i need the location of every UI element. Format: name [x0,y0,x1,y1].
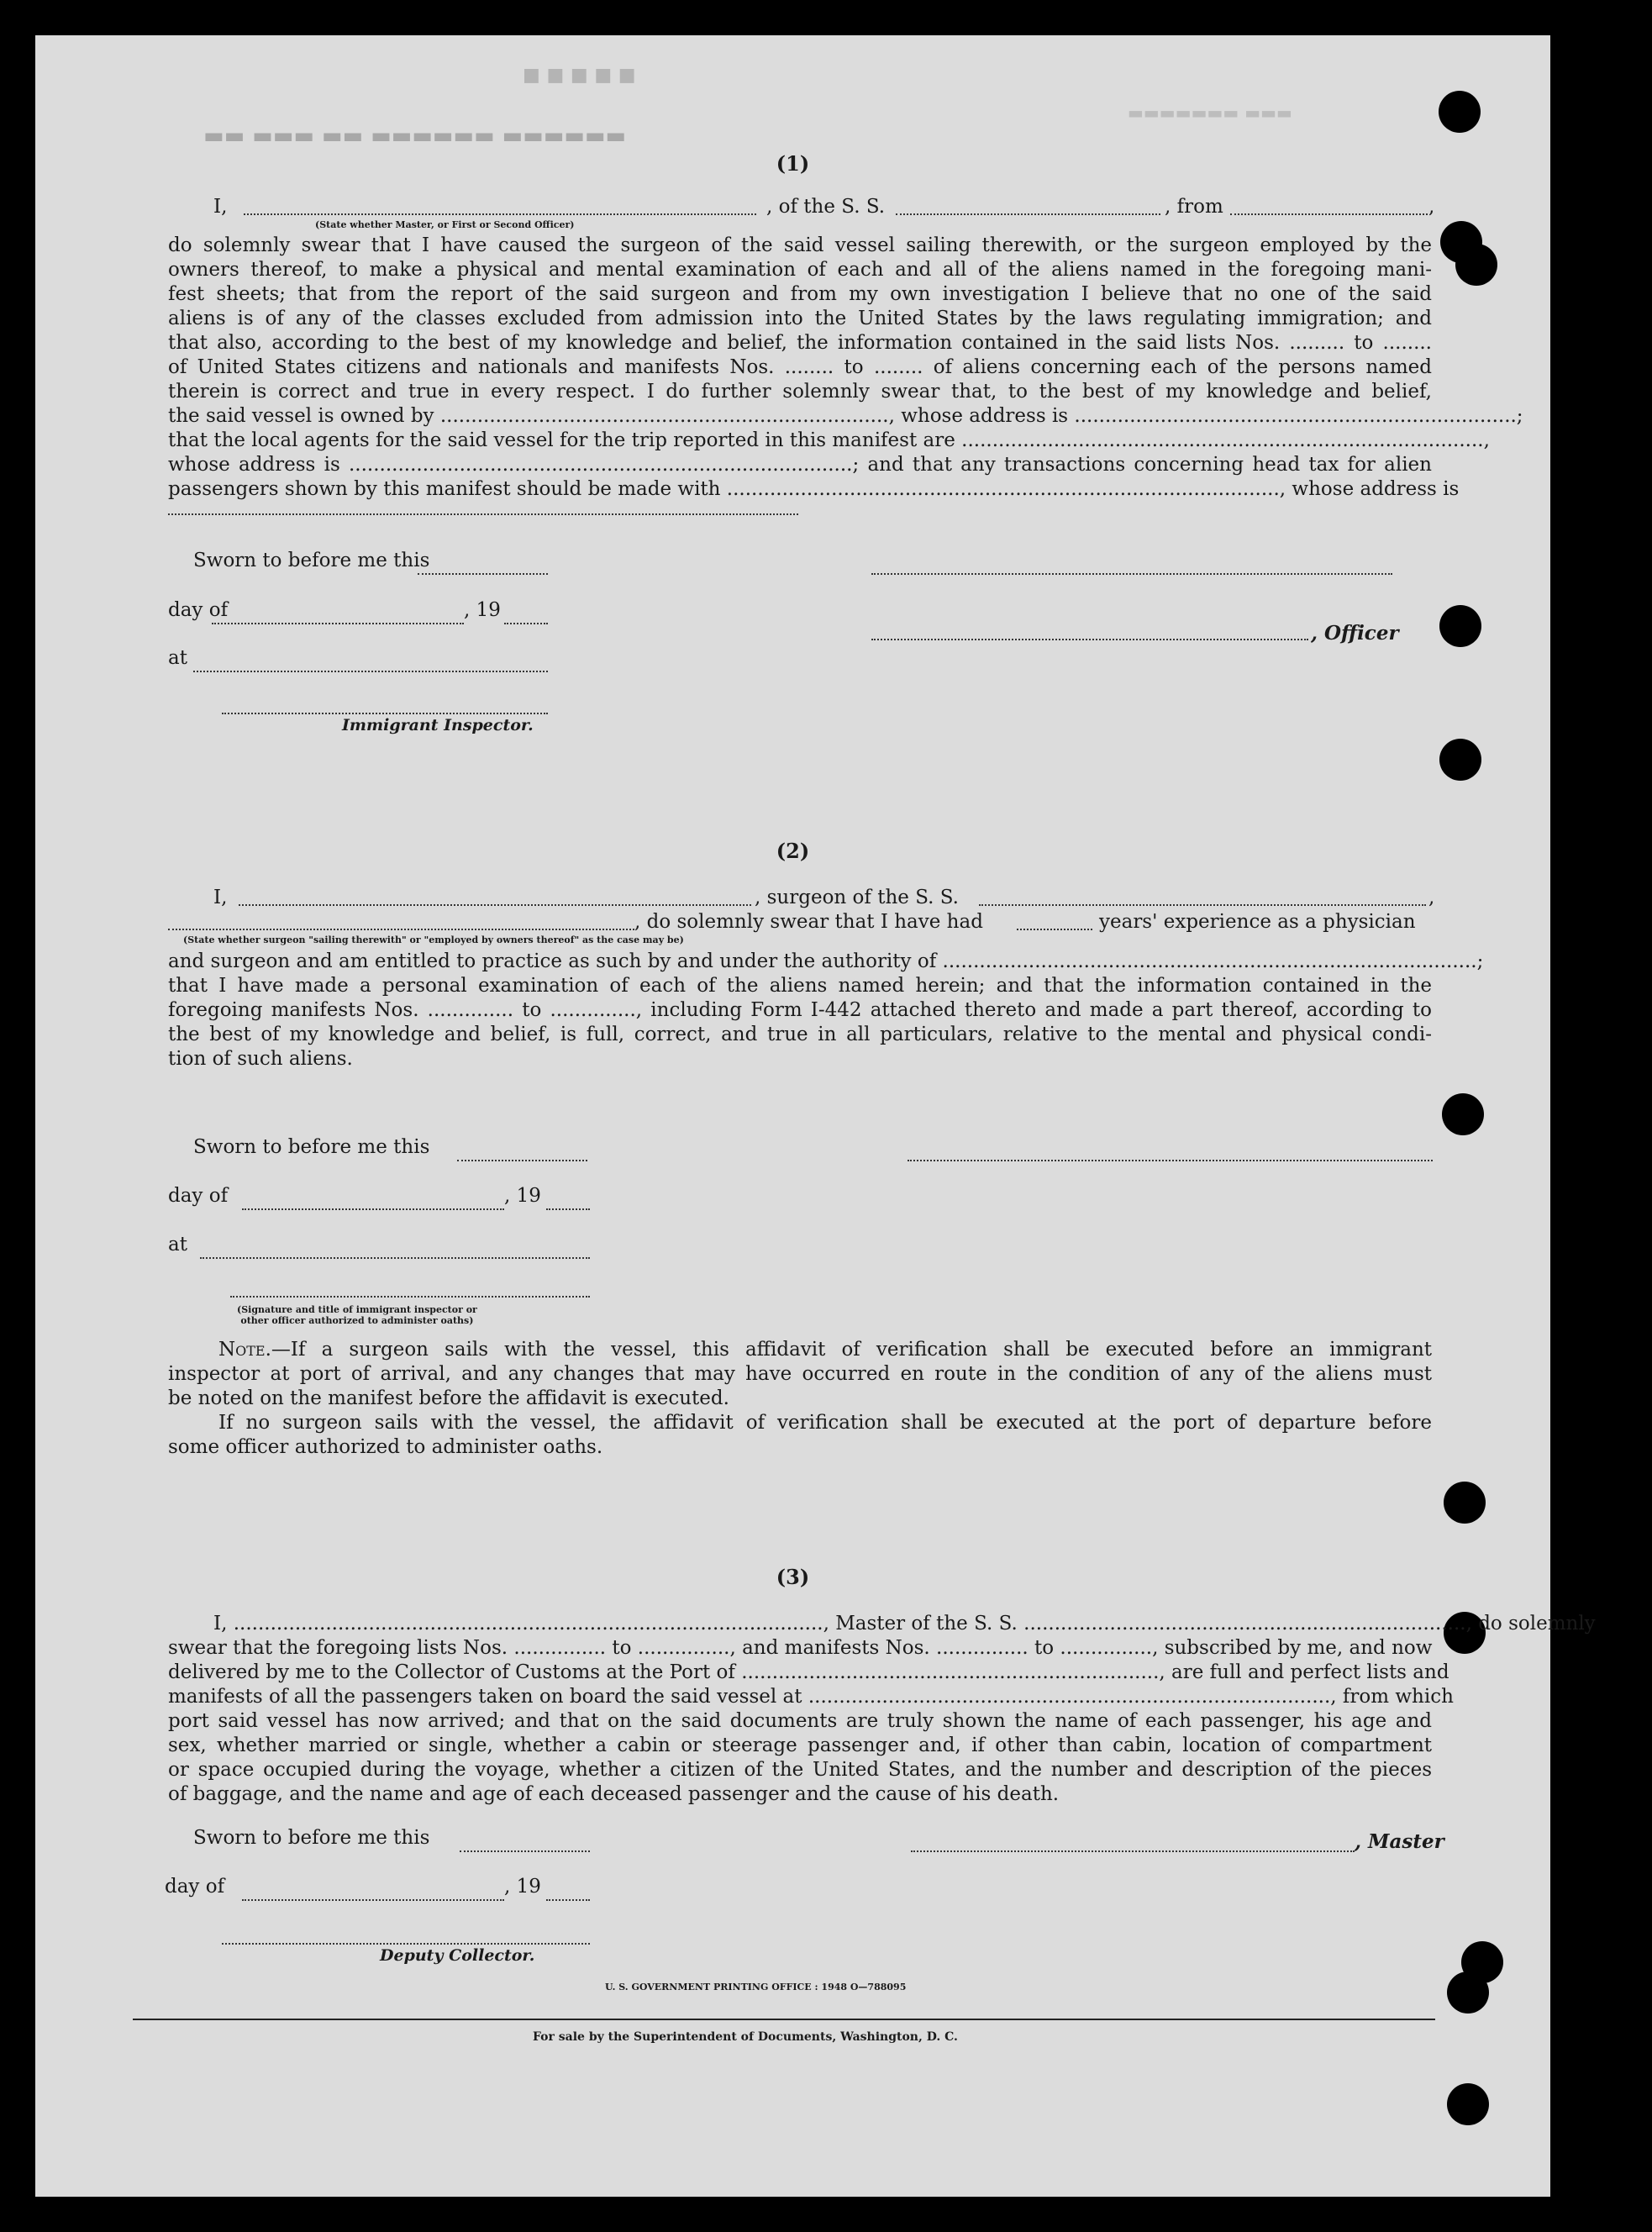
section-2-body [168,950,1484,1071]
punch-hole [1439,91,1481,133]
s3-sworn: Sworn to before me this [193,1827,430,1849]
s1-officer: , Officer [1311,622,1399,645]
s2-status-subnote: (State whether surgeon "sailing therewith" or "employed by owners thereof" as the case may be) [183,934,684,945]
section-3-heading: (3) [776,1565,810,1589]
s1-first-line: I, , of the S. S. , from , [213,196,1435,218]
section-2 [168,886,1435,945]
blank-surgeon-status [168,929,634,930]
s1-body-line: the said vessel is owned by ........................................................................., whose address is ........................................................................; [168,405,1523,427]
s3-body-line: sex, whether married or single, whether a cabin or steerage passenger and, if other than cabin, location of compartment [168,1735,1432,1756]
section-1-body [168,234,1523,526]
s2-note-line: Note.—If a surgeon sails with the vessel, this affidavit of verification shall be executed before an immigrant [218,1339,1432,1361]
s2-note [168,1338,1432,1460]
s2-note-line: If no surgeon sails with the vessel, the affidavit of verification shall be executed at the port of departure before [218,1412,1432,1434]
s3-day-of: day of [165,1876,225,1898]
s2-body-line: and surgeon and am entitled to practice as such by and under the authority of .......................................................................................; [168,950,1484,972]
s2-body-line: foregoing manifests Nos. .............. to .............., including Form I-442 attached thereto and made a part thereof, according to [168,999,1432,1021]
s3-body-line: delivered by me to the Collector of Customs at the Port of ...................................................................., are full and perfect lists and [168,1661,1449,1683]
s2-swear: , do solemnly swear that I have had [634,911,983,933]
s2-note-line: inspector at port of arrival, and any changes that may have occurred en route in the condition of any of the aliens must [168,1363,1432,1385]
s3-collector-caption: Deputy Collector. [380,1946,535,1965]
s1-address-blank [168,502,1432,526]
blank-collector-signature [222,1943,590,1945]
blank-s2-day-month [242,1208,504,1210]
s1-from: , from [1165,196,1223,218]
blank-s3-year [546,1899,590,1901]
blank-head-tax-address [168,513,798,515]
s2-sig-caption: (Signature and title of immigrant inspector or other officer authorized to administer oaths) [237,1304,477,1326]
s1-body-line: aliens is of any of the classes excluded from admission into the United States by the laws regulating immigration; and [168,308,1432,329]
s2-note-line: some officer authorized to administer oaths. [168,1436,603,1458]
s1-of-ss: , of the S. S. [766,196,886,218]
s1-i: I, [213,196,228,218]
note-label: Note. [218,1339,271,1361]
s2-body-line: tion of such aliens. [168,1048,353,1070]
blank-officer-signature [871,573,1392,575]
blank-s3-day-month [242,1899,504,1901]
section-1-heading: (1) [776,151,810,176]
s1-day-of: day of [168,599,229,621]
s2-first-line: I, , surgeon of the S. S. , [213,887,1435,908]
s1-body-line: passengers shown by this manifest should be made with .........................................................................................., whose address is [168,478,1460,500]
s2-nineteen: , 19 [504,1185,541,1207]
s1-inspector-caption: Immigrant Inspector. [342,716,534,734]
punch-hole [1444,1482,1486,1524]
punch-hole [1442,1093,1484,1135]
s1-body-line: that the local agents for the said vessel for the trip reported in this manifest are ....................................................................................., [168,429,1490,451]
blank-from-port [1230,213,1428,215]
blank-years [1017,929,1092,930]
bleed-through-mark: ■ ■ ■ ■ ■ [523,64,636,86]
s2-sworn: Sworn to before me this [193,1136,430,1158]
s3-body-line: port said vessel has now arrived; and that on the said documents are truly shown the name of each passenger, his age and [168,1710,1432,1732]
blank-sworn-date [418,573,548,575]
s1-at: at [168,647,187,669]
print-office-line: U. S. GOVERNMENT PRINTING OFFICE : 1948 O—788095 [605,1982,907,1992]
blank-s2-year [546,1208,590,1210]
s1-body-line: whose address is ..................................................................................; and that any transactions concerning head tax for alien [168,454,1432,476]
blank-s3-master-signature [911,1850,1355,1852]
section-2-heading: (2) [776,839,810,863]
punch-hole [1439,739,1481,781]
punch-hole [1455,244,1497,286]
s3-body-line: or space occupied during the voyage, whether a citizen of the United States, and the number and description of the pieces [168,1759,1432,1781]
blank-s2-at-place [200,1257,590,1259]
s3-master: , Master [1355,1830,1444,1853]
s2-day-of: day of [168,1185,229,1207]
s3-nineteen: , 19 [504,1876,541,1898]
s2-body-line: the best of my knowledge and belief, is full, correct, and true in all particulars, relative to the mental and physical condi- [168,1024,1432,1045]
blank-day-month [212,623,464,624]
s3-body-line: I, ................................................................................................, Master of the S. S. ........................................................................, do solemnly [213,1613,1596,1635]
blank-s2-surgeon-signature [908,1160,1433,1161]
s2-second-line [168,910,1432,934]
sale-notice: For sale by the Superintendent of Documents, Washington, D. C. [533,2030,958,2044]
s1-officer-subnote: (State whether Master, or First or Second Officer) [315,219,575,230]
s3-body-line: manifests of all the passengers taken on board the said vessel at ....................................................................................., from which [168,1686,1454,1708]
s2-i: I, [213,887,228,908]
s2-body-line: that I have made a personal examination of each of the aliens named herein; and that the information contained in the [168,975,1432,997]
blank-s2-inspector-signature [230,1296,590,1298]
blank-s2-vessel [979,904,1426,906]
footer-rule [133,2019,1435,2020]
blank-surgeon-name [239,904,751,906]
s1-body-line: owners thereof, to make a physical and mental examination of each and all of the aliens named in the foregoing mani- [168,259,1432,281]
blank-at-place [193,671,548,672]
document-page [35,35,1596,2197]
s2-years: years' experience as a physician [1099,911,1416,933]
blank-inspector-signature [222,713,548,714]
s1-body-line: therein is correct and true in every respect. I do further solemnly swear that, to the best of my knowledge and belief, [168,381,1432,403]
s2-at: at [168,1234,187,1256]
section-3-body [168,1612,1596,1807]
punch-hole [1447,1971,1489,2014]
bleed-through-mark: ▬▬ ▬▬▬ ▬▬ ▬▬▬▬▬▬ ▬▬▬▬▬▬ [203,124,626,149]
s2-note-line: be noted on the manifest before the affidavit is executed. [168,1387,729,1409]
s1-sworn: Sworn to before me this [193,550,430,571]
blank-officer-line [871,639,1308,640]
s1-body-line: fest sheets; that from the report of the said surgeon and from my own investigation I believe that no one of the said [168,283,1432,305]
s3-body-line: swear that the foregoing lists Nos. ............... to ..............., and manifests Nos. ............... to ..............., subscribed by me, and now [168,1637,1433,1659]
blank-s2-sworn-date [457,1160,587,1161]
section-1 [168,195,1435,230]
punch-hole [1439,605,1481,647]
blank-s3-sworn-date [460,1850,590,1852]
blank-year [504,623,548,624]
s1-body-line: that also, according to the best of my knowledge and belief, the information contained in the said lists Nos. ......... to ........ [168,332,1432,354]
s1-body-line: do solemnly swear that I have caused the surgeon of the said vessel sailing therewith, or the surgeon employed by the [168,234,1432,256]
bleed-through-mark: ▬▬▬▬▬▬▬ ▬▬▬ [1128,103,1292,123]
s1-nineteen: , 19 [464,599,501,621]
s3-body-line: of baggage, and the name and age of each deceased passenger and the cause of his death. [168,1783,1060,1805]
blank-officer-title [244,213,756,215]
blank-vessel-name [896,213,1160,215]
s1-body-line: of United States citizens and nationals and manifests Nos. ........ to ........ of aliens concerning each of the persons named [168,356,1432,378]
s2-surgeon-of: , surgeon of the S. S. [755,887,959,908]
punch-hole [1447,2083,1489,2125]
